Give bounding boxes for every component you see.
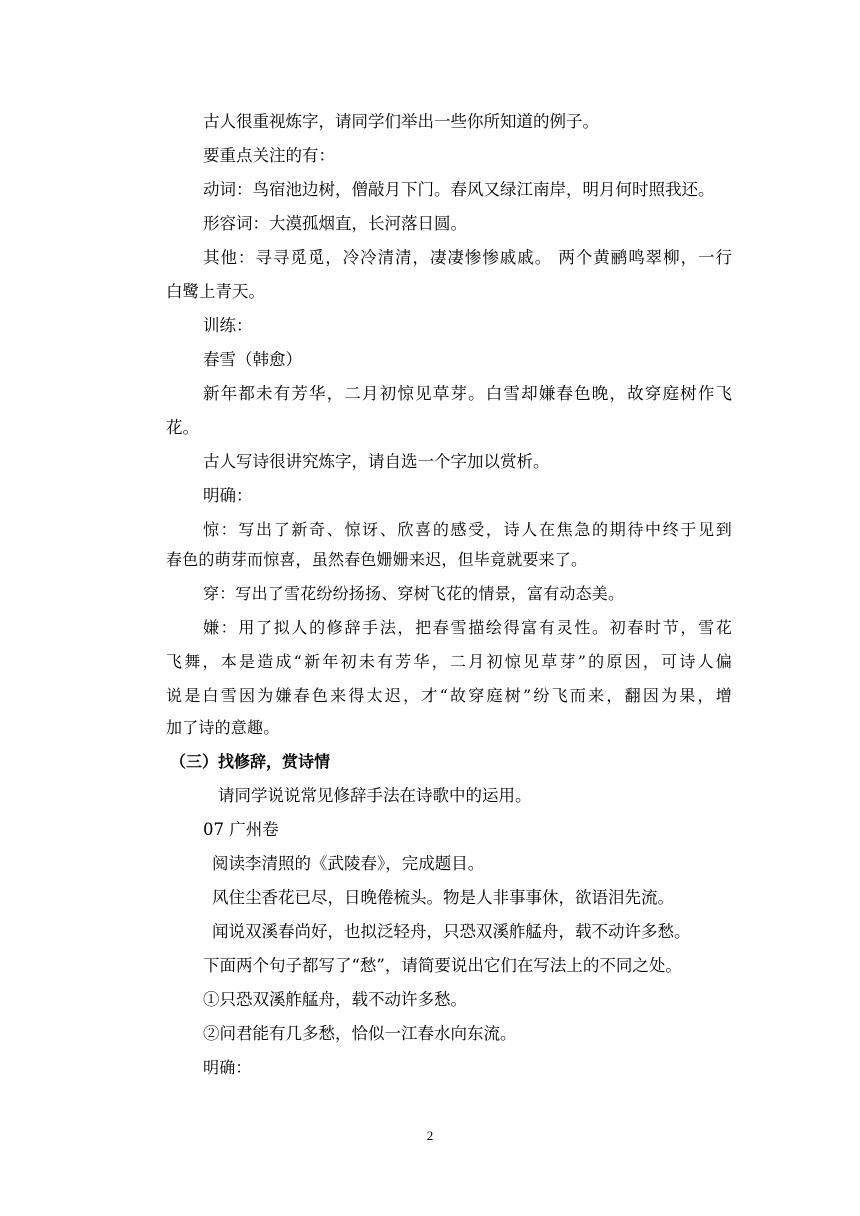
paragraph-training: 训练： [203, 316, 253, 335]
analysis-jing-line1: 惊：写出了新奇、惊讶、欣喜的感受，诗人在焦急的期待中终于见到 [203, 520, 732, 539]
paragraph-adjectives: 形容词：大漠孤烟直，长河落日圆。 [203, 214, 467, 233]
paragraph-sorrow-question: 下面两个句子都写了“愁”，请简要说出它们在写法上的不同之处。 [203, 956, 682, 975]
poem-text-line2: 花。 [166, 418, 199, 437]
paragraph-question: 古人写诗很讲究炼字，请自选一个字加以赏析。 [203, 452, 550, 471]
poem-wulingchun-line1: 风住尘香花已尽，日晚倦梳头。物是人非事事休，欲语泪先流。 [212, 888, 674, 907]
analysis-xian-line4: 加了诗的意趣。 [166, 718, 280, 737]
poem-text-line1: 新年都未有芳华，二月初惊见草芽。白雪却嫌春色晚，故穿庭树作飞 [203, 384, 732, 403]
analysis-xian-line2: 飞舞，本是造成“新年初未有芳华，二月初惊见草芽”的原因，可诗人偏 [166, 652, 732, 671]
paragraph-others-line1: 其他：寻寻觅觅，冷冷清清，凄凄惨惨戚戚。 两个黄鹂鸣翠柳，一行 [203, 248, 732, 267]
sentence-1: ①只恐双溪舴艋舟，载不动许多愁。 [203, 990, 467, 1009]
paragraph-exam-source: 07 广州卷 [203, 820, 279, 839]
paragraph-verbs: 动词：鸟宿池边树，僧敲月下门。春风又绿江南岸，明月何时照我还。 [203, 180, 715, 199]
sentence-2: ②问君能有几多愁，恰似一江春水向东流。 [203, 1024, 517, 1043]
paragraph-answer-label-2: 明确： [203, 1058, 252, 1077]
analysis-xian-line1: 嫌：用了拟人的修辞手法，把春雪描绘得富有灵性。初春时节，雪花 [203, 618, 732, 637]
paragraph-intro: 古人很重视炼字，请同学们举出一些你所知道的例子。 [203, 112, 599, 131]
paragraph-focus: 要重点关注的有： [203, 146, 335, 165]
analysis-chuan: 穿：写出了雪花纷纷扬扬、穿树飞花的情景，富有动态美。 [203, 584, 625, 603]
poem-title: 春雪（韩愈） [203, 350, 302, 369]
analysis-xian-line3: 说是白雪因为嫌春色来得太迟，才“故穿庭树”纷飞而来，翻因为果，增 [166, 686, 732, 705]
paragraph-answer-label: 明确： [203, 486, 253, 505]
paragraph-rhetoric: 请同学说说常见修辞手法在诗歌中的运用。 [218, 786, 532, 805]
poem-wulingchun-line2: 闻说双溪春尚好，也拟泛轻舟，只恐双溪舴艋舟，载不动许多愁。 [212, 922, 691, 941]
paragraph-others-line2: 白鹭上青天。 [166, 282, 265, 301]
paragraph-read-prompt: 阅读李清照的《武陵春》，完成题目。 [212, 854, 485, 873]
section-heading: （三）找修辞，赏诗情 [170, 752, 331, 771]
analysis-jing-line2: 春色的萌芽而惊喜，虽然春色姗姗来迟，但毕竟就要来了。 [166, 550, 588, 569]
page-number: 2 [426, 1128, 434, 1143]
